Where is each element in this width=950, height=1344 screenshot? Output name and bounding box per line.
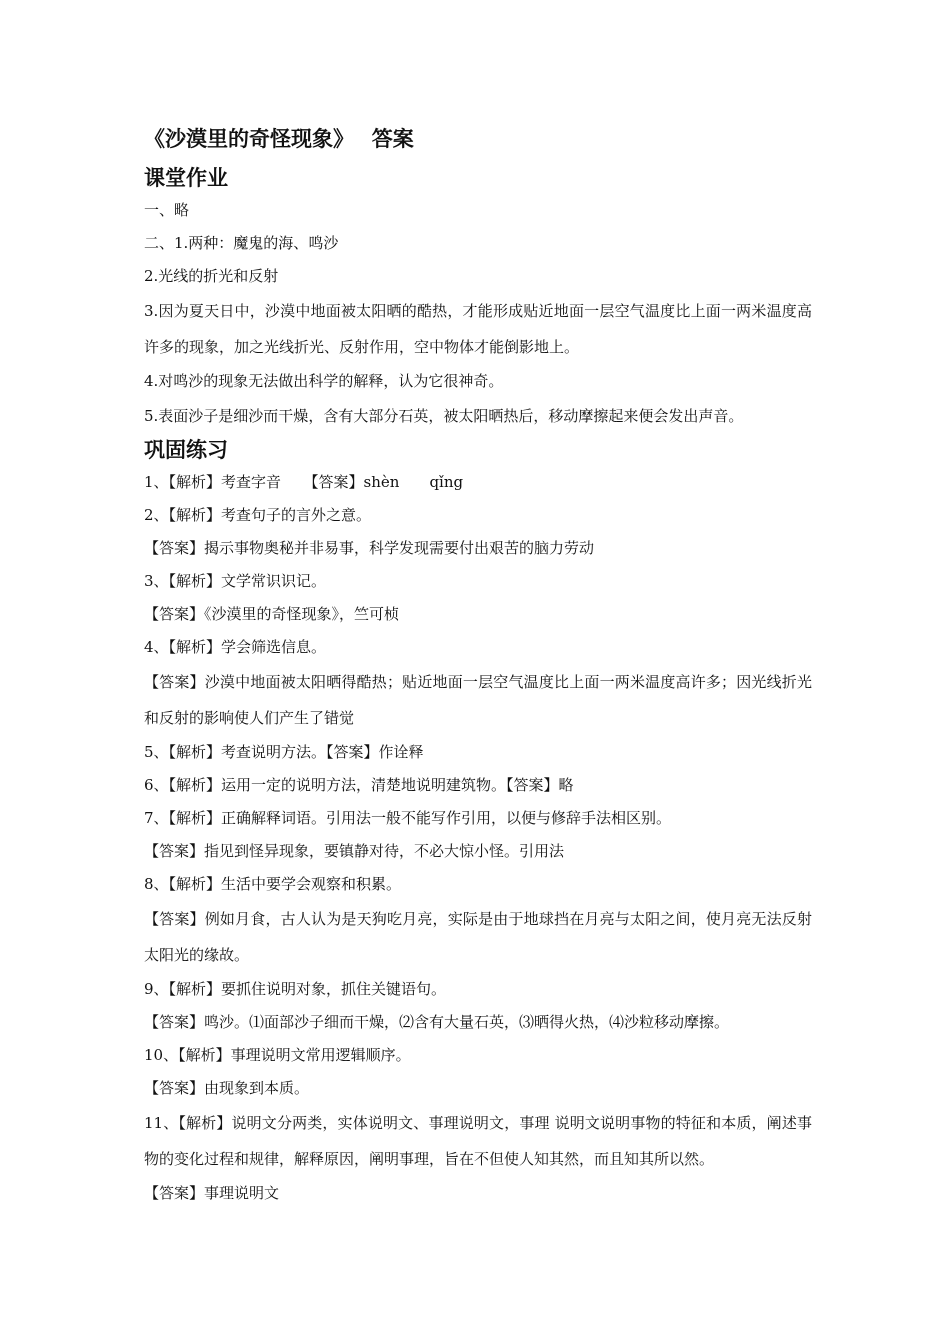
classwork-line: 二、1.两种：魔鬼的海、鸣沙	[144, 234, 339, 252]
practice-line: 【答案】指见到怪异现象，要镇静对待，不必大惊小怪。引用法	[144, 842, 565, 860]
document-content	[144, 124, 812, 1210]
classwork-line: 5.表面沙子是细沙而干燥，含有大部分石英，被太阳晒热后，移动摩擦起来便会发出声音。	[144, 407, 744, 425]
practice-paragraph: 【答案】沙漠中地面被太阳晒得酷热；贴近地面一层空气温度比上面一两米温度高许多；因光线折光和反射的影响使人们产生了错觉	[144, 673, 812, 727]
practice-line: 9、【解析】要抓住说明对象，抓住关键语句。	[144, 980, 447, 998]
practice-line: 7、【解析】正确解释词语。引用法一般不能写作引用，以便与修辞手法相区别。	[144, 809, 672, 827]
classwork-line: 2.光线的折光和反射	[144, 267, 279, 285]
practice-line: 2、【解析】考查句子的言外之意。	[144, 506, 372, 524]
practice-line: 【答案】鸣沙。⑴面部沙子细而干燥，⑵含有大量石英，⑶晒得火热，⑷沙粒移动摩擦。	[144, 1013, 730, 1031]
practice-line: 【答案】事理说明文	[144, 1184, 280, 1202]
practice-line: 【答案】《沙漠里的奇怪现象》，竺可桢	[144, 605, 400, 623]
document-title: 《沙漠里的奇怪现象》 答案	[144, 127, 414, 151]
practice-line: 6、【解析】运用一定的说明方法，清楚地说明建筑物。【答案】略	[144, 776, 574, 794]
section-heading-practice: 巩固练习	[144, 438, 228, 462]
practice-paragraph: 【答案】例如月食，古人认为是天狗吃月亮，实际是由于地球挡在月亮与太阳之间，使月亮无法反射太阳光的缘故。	[144, 910, 812, 964]
practice-line: 10、【解析】事理说明文常用逻辑顺序。	[144, 1046, 411, 1064]
classwork-paragraph: 3.因为夏天日中，沙漠中地面被太阳晒的酷热，才能形成贴近地面一层空气温度比上面一两米温度高许多的现象，加之光线折光、反射作用，空中物体才能倒影地上。	[144, 302, 812, 356]
practice-line: 【答案】揭示事物奥秘并非易事，科学发现需要付出艰苦的脑力劳动	[144, 539, 595, 557]
practice-line: 8、【解析】生活中要学会观察和积累。	[144, 875, 402, 893]
practice-line: 1、【解析】考查字音 【答案】shèn qǐng	[144, 473, 464, 491]
classwork-line: 一、略	[144, 201, 190, 219]
practice-paragraph: 11、【解析】说明文分两类，实体说明文、事理说明文，事理 说明文说明事物的特征和本质，阐述事物的变化过程和规律，解释原因，阐明事理，旨在不但使人知其然，而且知其所以然。	[144, 1114, 812, 1168]
classwork-line: 4.对鸣沙的现象无法做出科学的解释，认为它很神奇。	[144, 372, 504, 390]
practice-line: 4、【解析】学会筛选信息。	[144, 638, 327, 656]
practice-line: 5、【解析】考查说明方法。【答案】作诠释	[144, 743, 424, 761]
practice-line: 【答案】由现象到本质。	[144, 1079, 310, 1097]
section-heading-classwork: 课堂作业	[144, 166, 228, 190]
practice-line: 3、【解析】文学常识识记。	[144, 572, 327, 590]
